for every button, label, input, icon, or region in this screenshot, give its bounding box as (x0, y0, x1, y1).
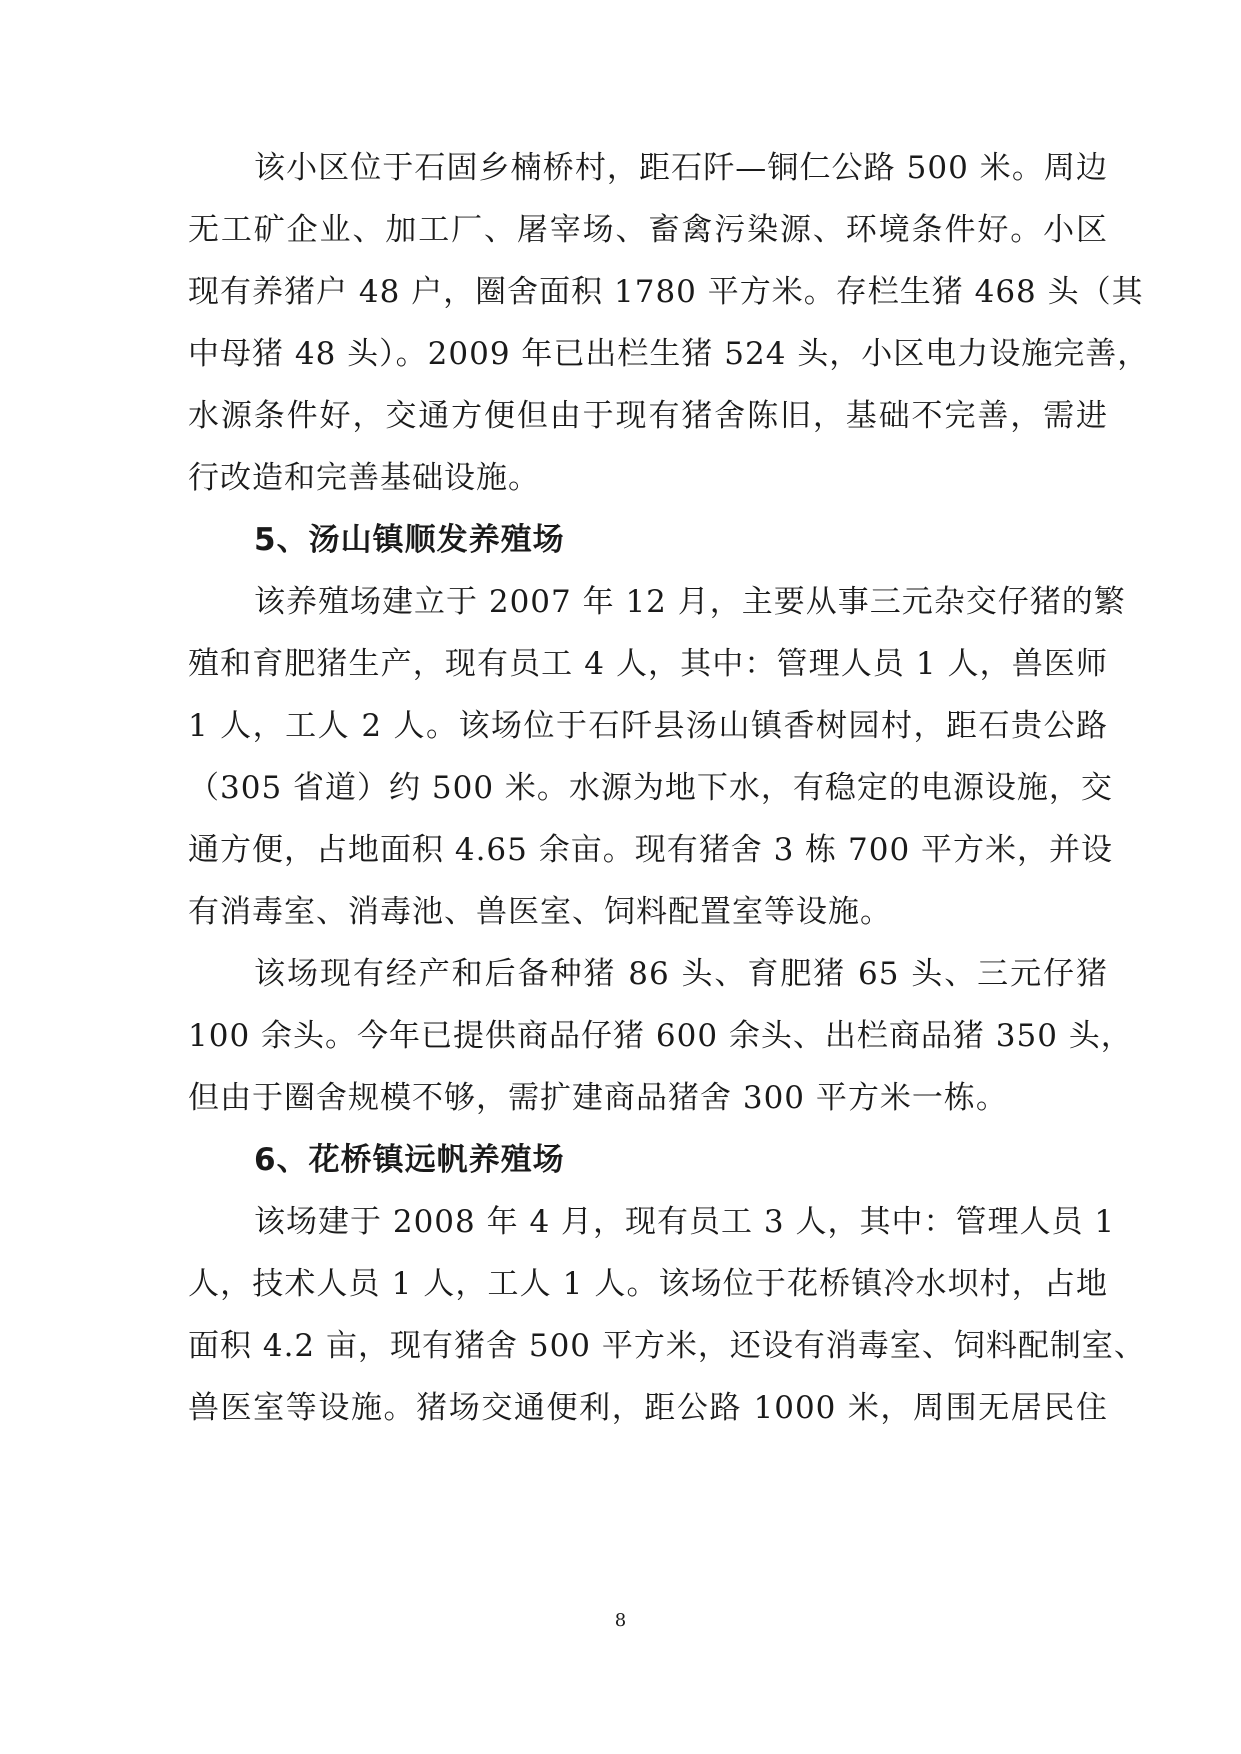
paragraph-3-line-1: 该场现有经产和后备种猪 86 头、育肥猪 65 头、三元仔猪 (254, 956, 1108, 992)
paragraph-3-line-3: 但由于圈舍规模不够，需扩建商品猪舍 300 平方米一栋。 (188, 1080, 1008, 1116)
paragraph-1-line-5: 水源条件好，交通方便但由于现有猪舍陈旧，基础不完善，需进 (188, 398, 1108, 434)
paragraph-1-line-1: 该小区位于石固乡楠桥村，距石阡—铜仁公路 500 米。周边 (254, 150, 1108, 186)
paragraph-2-line-4: （305 省道）约 500 米。水源为地下水，有稳定的电源设施，交 (188, 770, 1113, 806)
paragraph-2-line-3: 1 人，工人 2 人。该场位于石阡县汤山镇香树园村，距石贵公路 (188, 708, 1108, 744)
paragraph-2-line-2: 殖和育肥猪生产，现有员工 4 人，其中：管理人员 1 人，兽医师 (188, 646, 1108, 682)
paragraph-2-line-5: 通方便，占地面积 4.65 余亩。现有猪舍 3 栋 700 平方米，并设 (188, 832, 1114, 868)
paragraph-4-line-3: 面积 4.2 亩，现有猪舍 500 平方米，还设有消毒室、饲料配制室、 (188, 1328, 1146, 1364)
paragraph-4-line-2: 人，技术人员 1 人，工人 1 人。该场位于花桥镇冷水坝村，占地 (188, 1266, 1108, 1302)
paragraph-1-line-4: 中母猪 48 头）。2009 年已出栏生猪 524 头，小区电力设施完善， (188, 336, 1150, 372)
paragraph-2-line-1: 该养殖场建立于 2007 年 12 月，主要从事三元杂交仔猪的繁 (254, 584, 1126, 620)
paragraph-1-line-6: 行改造和完善基础设施。 (188, 460, 540, 496)
paragraph-4-line-1: 该场建于 2008 年 4 月，现有员工 3 人，其中：管理人员 1 (254, 1204, 1116, 1240)
section-heading-5: 5、汤山镇顺发养殖场 (254, 522, 565, 558)
paragraph-1-line-2: 无工矿企业、加工厂、屠宰场、畜禽污染源、环境条件好。小区 (188, 212, 1108, 248)
paragraph-4-line-4: 兽医室等设施。猪场交通便利，距公路 1000 米，周围无居民住 (188, 1390, 1108, 1426)
paragraph-3-line-2: 100 余头。今年已提供商品仔猪 600 余头、出栏商品猪 350 头， (188, 1018, 1133, 1054)
page-number: 8 (614, 1610, 627, 1631)
section-heading-6: 6、花桥镇远帆养殖场 (254, 1142, 565, 1178)
paragraph-1-line-3: 现有养猪户 48 户，圈舍面积 1780 平方米。存栏生猪 468 头（其 (188, 274, 1144, 310)
paragraph-2-line-6: 有消毒室、消毒池、兽医室、饲料配置室等设施。 (188, 894, 892, 930)
